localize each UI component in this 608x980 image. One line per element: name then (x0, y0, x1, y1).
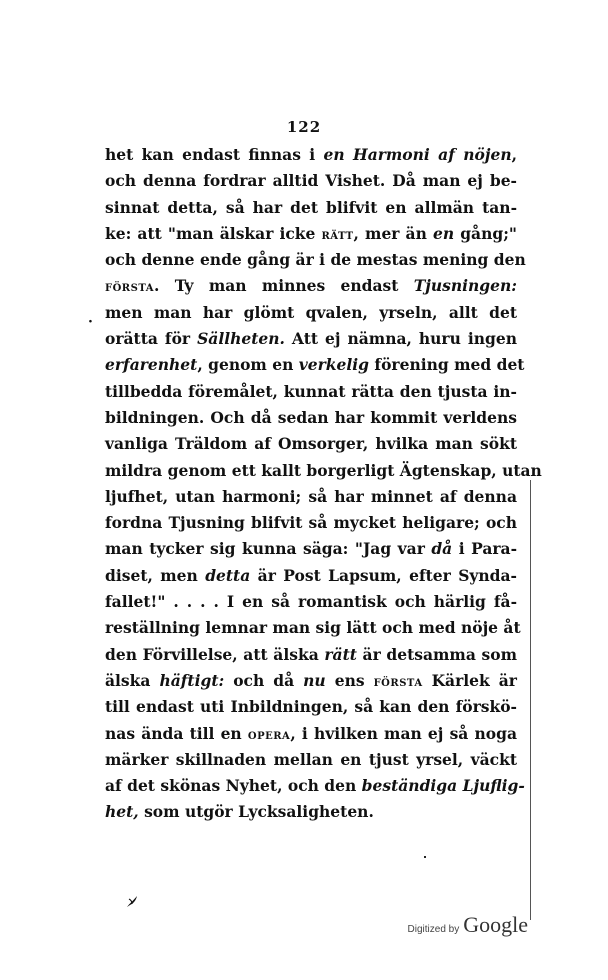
text-line (105, 168, 517, 194)
text-span: i Para- (452, 539, 517, 559)
text-span: bildningen. Och då sedan har kommit verldens (105, 407, 517, 427)
small-caps-span: FÖRSTA (373, 677, 423, 689)
text-line (105, 142, 517, 168)
fleuron-icon (124, 893, 140, 909)
small-caps-span: OPERA (247, 730, 291, 742)
text-span: . Ty man minnes endast (154, 276, 414, 296)
text-span: är detsamma som (356, 644, 517, 664)
body-text (105, 142, 542, 826)
text-span: och då (224, 670, 304, 690)
italic-span: häftigt: (159, 670, 225, 690)
text-line (105, 221, 517, 247)
text-span: , mer än (353, 223, 433, 243)
text-line (105, 668, 517, 694)
text-span: mildra genom ett kallt borgerligt Ägtenskap, utan (105, 460, 542, 480)
text-line (105, 300, 517, 326)
text-span: ke: att "man älskar icke (105, 223, 322, 243)
google-wordmark: Google (463, 912, 528, 937)
text-line (105, 431, 517, 457)
text-span: , i hvilken man ej så noga (290, 723, 517, 743)
text-span: som utgör Lycksaligheten. (138, 802, 374, 822)
text-span: den Förvillelse, att älska (105, 644, 325, 664)
italic-span: en Harmoni af nöjen (323, 145, 512, 164)
digitized-label: Digitized by (407, 924, 460, 935)
italic-span: en (432, 223, 455, 243)
text-line (105, 458, 542, 484)
text-span: het kan endast finnas i (105, 145, 324, 164)
text-line (105, 563, 517, 589)
italic-span: het, (105, 802, 139, 822)
text-line (105, 615, 521, 641)
digitized-by-google (408, 912, 528, 938)
text-line (105, 747, 517, 773)
text-span: men man har glömt qvalen, yrseln, allt det (105, 302, 517, 322)
text-span: tillbedda föremålet, kunnat rätta den tjusta in- (105, 381, 517, 401)
text-line (105, 536, 517, 562)
text-span: fordna Tjusning blifvit så mycket heligare; och (105, 513, 517, 533)
margin-mark: · (88, 314, 93, 330)
text-line (105, 326, 517, 352)
text-line (105, 694, 517, 720)
italic-span: detta (205, 565, 251, 585)
text-line (105, 247, 526, 273)
text-span: nas ända till en (105, 723, 248, 743)
text-line (105, 589, 517, 615)
text-span: , (511, 145, 517, 164)
text-span: sinnat detta, så har det blifvit en allmän tan- (105, 197, 517, 217)
text-line (105, 273, 517, 299)
text-span: ljufhet, utan harmoni; så har minnet af denna (105, 486, 517, 506)
italic-span: verkelig (298, 355, 370, 375)
text-span: man tycker sig kunna säga: "Jag var (105, 539, 432, 559)
small-caps-span: FÖRSTA (105, 283, 154, 295)
text-span: förening med det (369, 355, 525, 375)
italic-span: erfarenhet (105, 355, 198, 375)
text-span: af det skönas Nyhet, och den (105, 776, 362, 796)
text-span: Att ej nämna, huru ingen (284, 329, 517, 349)
text-span: märker skillnaden mellan en tjust yrsel, väckt (105, 749, 517, 769)
page-number: 122 (286, 118, 322, 136)
italic-span: Tjusningen: (413, 276, 517, 296)
text-line (105, 642, 517, 668)
text-span: är Post Lapsum, efter Synda- (250, 565, 517, 585)
italic-span: nu (303, 670, 326, 690)
text-span: reställning lemnar man sig lätt och med nöje åt (105, 618, 521, 638)
text-span: ens (325, 670, 374, 690)
text-line (105, 379, 517, 405)
italic-span: Sällheten. (197, 329, 285, 349)
text-span: gång;" (454, 223, 517, 243)
text-span: orätta för (105, 329, 198, 349)
text-span: Kärlek är (422, 670, 517, 690)
italic-span: rätt (324, 644, 357, 664)
text-span: älska (105, 670, 160, 690)
text-span: och denna fordrar alltid Vishet. Då man ej be- (105, 171, 517, 191)
text-line (105, 405, 517, 431)
text-span: och denne ende gång är i de mestas mening den (105, 250, 526, 270)
small-caps-span: RÄTT (321, 230, 354, 242)
ink-speck (424, 856, 426, 858)
text-span: vanliga Träldom af Omsorger, hvilka man sökt (105, 434, 517, 454)
text-line (105, 721, 517, 747)
page-edge-rule (530, 480, 531, 920)
italic-span: beständiga Ljuflig- (361, 776, 525, 796)
italic-span: då (431, 539, 453, 559)
text-span: diset, men (105, 565, 206, 585)
text-line (105, 773, 525, 799)
text-span: till endast uti Inbildningen, så kan den förskö- (105, 697, 517, 717)
text-line (105, 352, 525, 378)
text-line (105, 510, 517, 536)
text-span: fallet!" . . . . I en så romantisk och härlig få- (105, 592, 517, 612)
text-line (105, 484, 517, 510)
text-line (105, 195, 517, 221)
text-line (105, 799, 517, 825)
text-span: , genom en (197, 355, 299, 375)
